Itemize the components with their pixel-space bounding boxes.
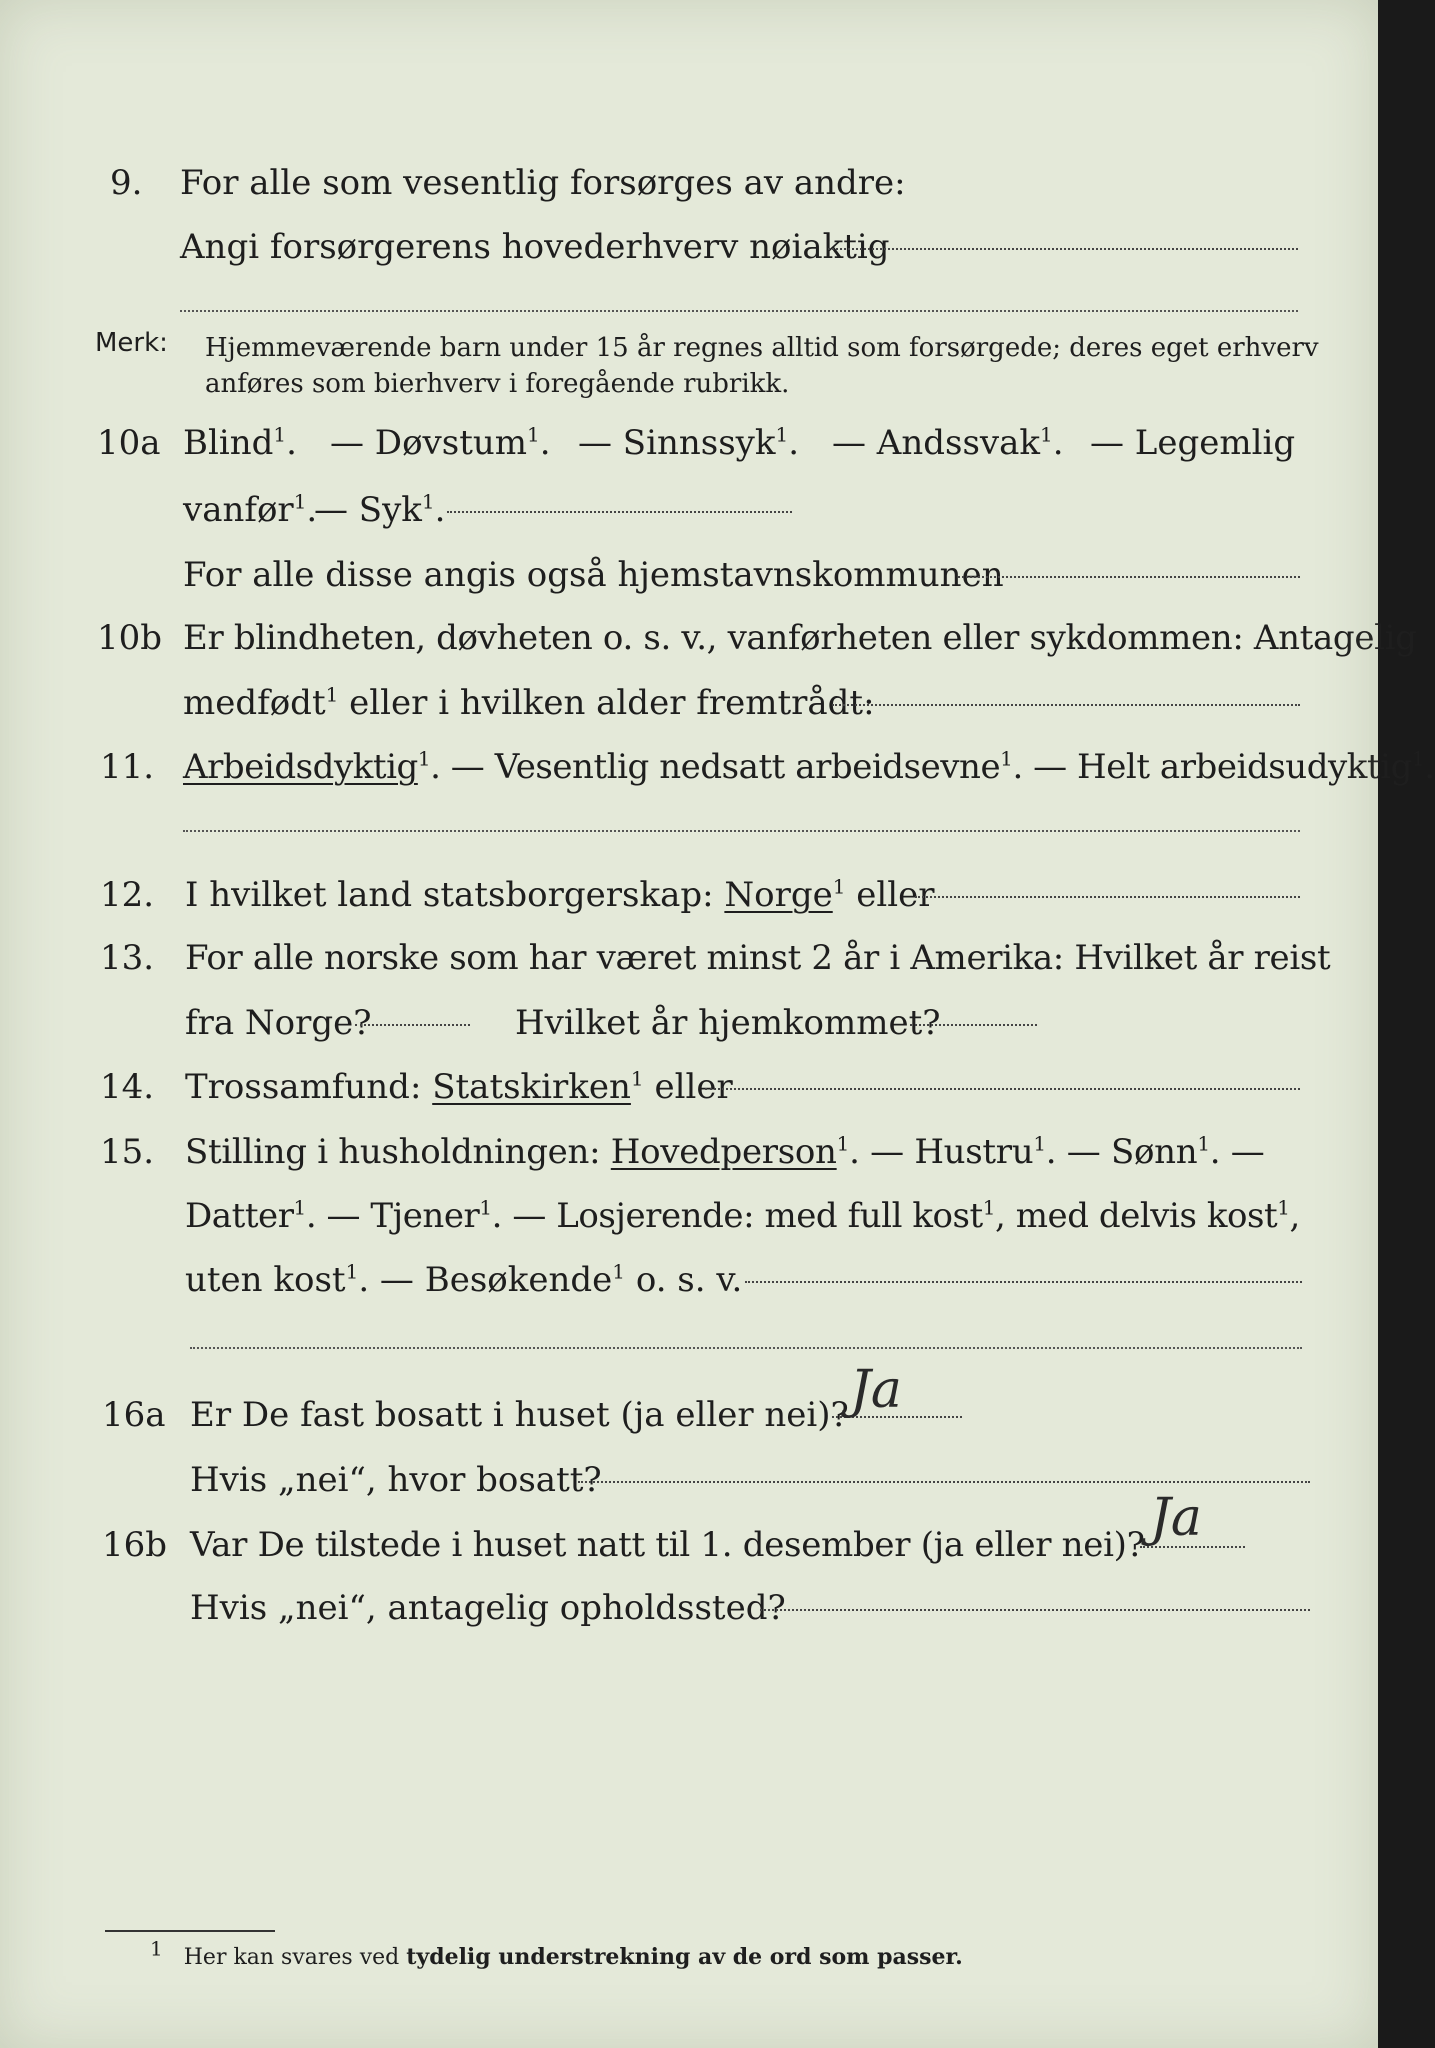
q16a-text-2: Hvis „nei“, hvor bosatt? xyxy=(190,1460,602,1500)
q10a-sinnssyk: — Sinnssyk$^1$. xyxy=(578,422,800,463)
q9-text-2: Angi forsørgerens hovederhverv nøiaktig xyxy=(180,227,890,267)
footnote-mark: 1 xyxy=(150,1936,163,1961)
q9-number: 9. xyxy=(110,163,143,203)
q15-extra-line[interactable] xyxy=(190,1347,1302,1349)
q12-text: I hvilket land statsborgerskap: Norge$^1$ eller xyxy=(185,874,935,915)
q16b-text-2: Hvis „nei“, antagelig opholdssted? xyxy=(190,1588,786,1628)
q15-line-1 xyxy=(0,1127,1378,1177)
q10b-answer-field[interactable] xyxy=(832,704,1300,706)
merk-text-2: anføres som bierhverv i foregående rubrikk. xyxy=(205,369,790,399)
q9-extra-line[interactable] xyxy=(180,310,1298,312)
q10b-number: 10b xyxy=(97,618,163,658)
q9-text-1: For alle som vesentlig forsørges av andre: xyxy=(180,163,906,203)
q12-number: 12. xyxy=(100,875,155,915)
q13-text-1: For alle norske som har været minst 2 år i Amerika: Hvilket år reist xyxy=(185,938,1331,978)
q13-line-2 xyxy=(0,998,1378,1048)
q15-number: 15. xyxy=(100,1132,155,1172)
q15-line-3 xyxy=(0,1255,1378,1305)
q16b-handwritten-answer: Ja xyxy=(1150,1488,1202,1548)
q10a-vanfor: vanfør$^1$. xyxy=(183,489,318,530)
q16b-line-2 xyxy=(0,1583,1378,1633)
q16a-bosatt-field[interactable] xyxy=(578,1481,1310,1483)
q11-text: Arbeidsdyktig$^1$. — Vesentlig nedsatt arbeidsevne$^1$. — Helt arbeidsudyktig$^1$. xyxy=(183,746,1435,787)
q12-answer-field[interactable] xyxy=(915,896,1300,898)
q13-line-1 xyxy=(0,933,1378,983)
q13-number: 13. xyxy=(100,938,155,978)
q10b-line-1 xyxy=(0,613,1417,663)
q13-reist-field[interactable] xyxy=(355,1024,470,1026)
q14-answer-field[interactable] xyxy=(705,1088,1300,1090)
q15-text-1: Stilling i husholdningen: Hovedperson$^1$. — Hustru$^1$. — Sønn$^1$. — xyxy=(185,1131,1265,1172)
merk-text-1: Hjemmeværende barn under 15 år regnes alltid som forsørgede; deres eget erhverv xyxy=(205,333,1319,363)
q10a-hjemstavn-field[interactable] xyxy=(958,576,1300,578)
q13-reist-label: fra Norge? xyxy=(185,1003,372,1043)
footnote xyxy=(150,1936,963,1970)
q15-text-3: uten kost$^1$. — Besøkende$^1$ o. s. v. xyxy=(185,1259,743,1300)
q9-answer-field[interactable] xyxy=(828,248,1298,250)
q16a-handwritten-answer: Ja xyxy=(850,1360,902,1420)
q13-hjemkommet-field[interactable] xyxy=(910,1024,1037,1026)
q11-line xyxy=(0,742,1435,792)
q9-line-1 xyxy=(0,158,1378,208)
q10b-line-2 xyxy=(0,678,1378,728)
q15-hovedperson-underlined: Hovedperson xyxy=(610,1132,837,1172)
q15-line-2 xyxy=(0,1191,1378,1241)
q11-number: 11. xyxy=(100,747,155,787)
q10a-dovstum: — Døvstum$^1$. xyxy=(330,422,551,463)
q10a-line-3 xyxy=(0,550,1378,600)
q16a-number: 16a xyxy=(102,1395,166,1435)
footnote-text-2: tydelig understrekning av de ord som passer. xyxy=(406,1944,963,1970)
q10a-text-3: For alle disse angis også hjemstavnskommunen xyxy=(183,555,1004,595)
q12-norge-underlined: Norge xyxy=(724,875,833,915)
q15-text-2: Datter$^1$. — Tjener$^1$. — Losjerende: med full kost$^1$, med delvis kost$^1$, xyxy=(185,1195,1300,1236)
footnote-rule xyxy=(105,1930,275,1932)
q15-answer-field[interactable] xyxy=(745,1281,1302,1283)
q14-line xyxy=(0,1062,1378,1112)
q10a-number: 10a xyxy=(97,423,161,463)
q10a-syk: — Syk$^1$. xyxy=(314,489,446,530)
q10a-line-1 xyxy=(0,418,1378,468)
q13-hjemkommet-label: Hvilket år hjemkommet? xyxy=(515,1003,941,1043)
q14-statskirken-underlined: Statskirken xyxy=(432,1067,631,1107)
q14-number: 14. xyxy=(100,1067,155,1107)
q10b-text-2: medfødt$^1$ eller i hvilken alder fremtrådt: xyxy=(183,682,875,723)
q9-line-2 xyxy=(0,222,1378,272)
q11-arbeidsdyktig-underlined: Arbeidsdyktig xyxy=(183,747,418,787)
q10a-answer-field[interactable] xyxy=(447,511,792,513)
q16b-opholdssted-field[interactable] xyxy=(760,1609,1310,1611)
q14-text: Trossamfund: Statskirken$^1$ eller xyxy=(185,1066,733,1107)
q11-extra-line[interactable] xyxy=(183,830,1300,832)
q12-line xyxy=(0,870,1378,920)
q16b-number: 16b xyxy=(102,1525,168,1565)
q10a-blind: Blind$^1$. xyxy=(183,422,297,463)
q16a-line-1 xyxy=(0,1390,1378,1440)
q10b-text-1: Er blindheten, døvheten o. s. v., vanførheten eller sykdommen: Antagelig xyxy=(183,618,1417,658)
q16a-text-1: Er De fast bosatt i huset (ja eller nei)? xyxy=(190,1395,849,1435)
q10a-andssvak: — Andssvak$^1$. xyxy=(832,422,1064,463)
merk-label: Merk: xyxy=(95,328,168,358)
q16b-text-1: Var De tilstede i huset natt til 1. desember (ja eller nei)? xyxy=(190,1525,1145,1565)
footnote-text-1: Her kan svares ved xyxy=(183,1945,407,1970)
q10a-line-2 xyxy=(0,485,1378,535)
q10a-legemlig: — Legemlig xyxy=(1090,423,1296,463)
